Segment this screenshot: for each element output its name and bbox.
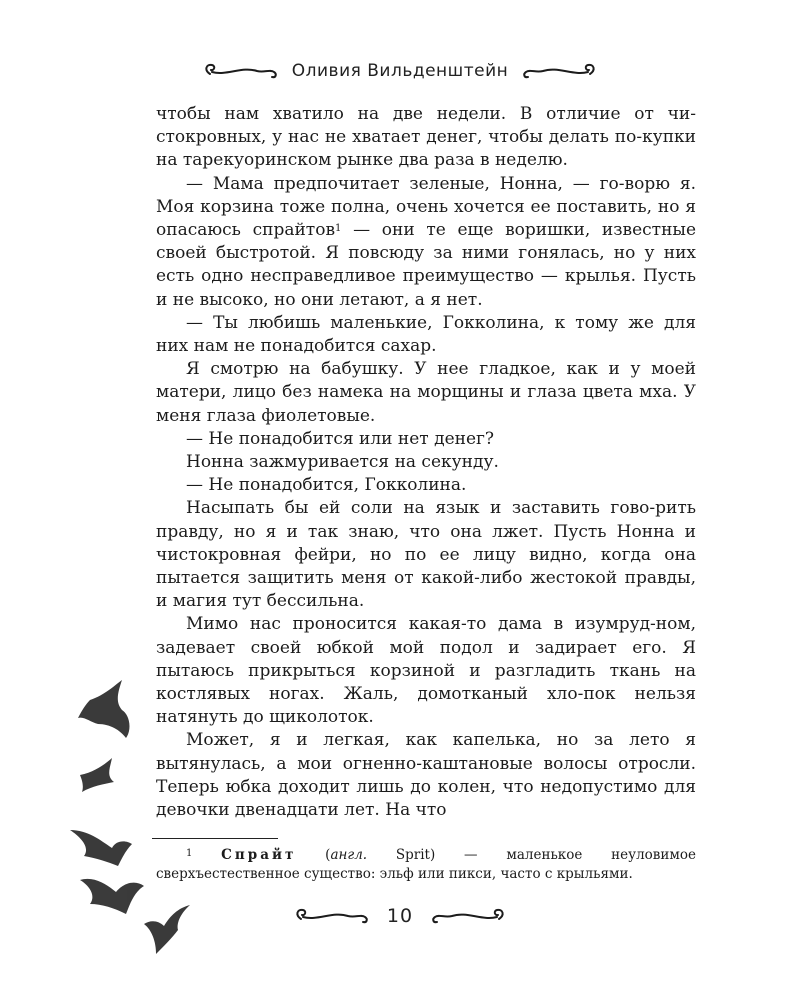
main-text-block: [156, 103, 696, 822]
right-flourish-ornament: [427, 905, 507, 927]
crow-icon: [78, 680, 129, 738]
page-number: 10: [386, 905, 414, 927]
paragraph: Нонна зажмуривается на секунду.: [186, 452, 499, 473]
left-flourish-ornament: [202, 60, 282, 82]
footnote-text: [156, 846, 696, 884]
footnote-term: Спрайт: [221, 847, 297, 863]
left-flourish-ornament: [293, 905, 373, 927]
paragraph: чтобы нам хватило на две недели. В отличие от чи-стокровных, у нас не хватает денег, чтобы делать по-купки на тарекуоринском рынке два раза в неделю.: [156, 104, 696, 171]
footnote-number: 1: [186, 848, 193, 859]
paragraph: [156, 173, 696, 312]
paragraph-text: — Мама предпочитает зеленые, Нонна, — го-ворю я. Моя корзина тоже полна, очень хочется ее поставить, но я опасаюсь спрайтов: [156, 173, 696, 241]
running-header: [0, 60, 800, 82]
crow-icon: [80, 758, 114, 792]
crow-icon: [70, 830, 132, 866]
footnote-language: англ.: [330, 847, 368, 863]
page-footer: [0, 905, 800, 927]
paragraph: Я смотрю на бабушку. У нее гладкое, как и у моей матери, лицо без намека на морщины и глаза цвета мха. У меня глаза фиолетовые.: [156, 359, 696, 426]
paragraph: — Ты любишь маленькие, Гокколина, к тому же для них нам не понадобится сахар.: [156, 312, 696, 357]
footnote-lang-open: (: [296, 847, 331, 863]
footnote-marker[interactable]: 1: [335, 223, 342, 235]
paragraph: Может, я и легкая, как капелька, но за лето я вытянулась, а мои огненно-каштановые волосы отросли. Теперь юбка доходит лишь до колен, что недопустимо для девочки двенадцати лет. На что: [156, 730, 696, 821]
footnote-definition: ) — маленькое неуловимое сверхъестественное существо: эльф или пикси, часто с крыльями.: [156, 847, 696, 882]
paragraph-text-continued: — они те еще воришки, известные своей быстротой. Я повсюду за ними гонялась, но у них есть одно несправедливое преимущество — крылья. Пусть и не высоко, но они летают, а я нет.: [156, 220, 697, 310]
right-flourish-ornament: [518, 60, 598, 82]
footnote: [156, 846, 696, 884]
paragraph: — Не понадобится или нет денег?: [186, 428, 495, 449]
paragraph: Насыпать бы ей соли на язык и заставить гово-рить правду, но я и так знаю, что она лжет. Пусть Нонна и чистокровная фейри, но по ее лицу видно, когда она пытается защитить меня от какой-либо жестокой правды, и магия тут бессильна.: [156, 498, 696, 612]
footnote-source: Sprit: [367, 847, 430, 863]
paragraph: — Не понадобится, Гокколина.: [186, 475, 467, 496]
header-author-name: Оливия Вильденштейн: [291, 61, 509, 81]
paragraph: Мимо нас проносится какая-то дама в изумруд-ном, задевает своей юбкой мой подол и задирает его. Я пытаюсь прикрыться корзиной и разгладить ткань на костлявых ногах. Жаль, домотканый хло-пок нельзя натянуть до щиколоток.: [156, 614, 696, 728]
